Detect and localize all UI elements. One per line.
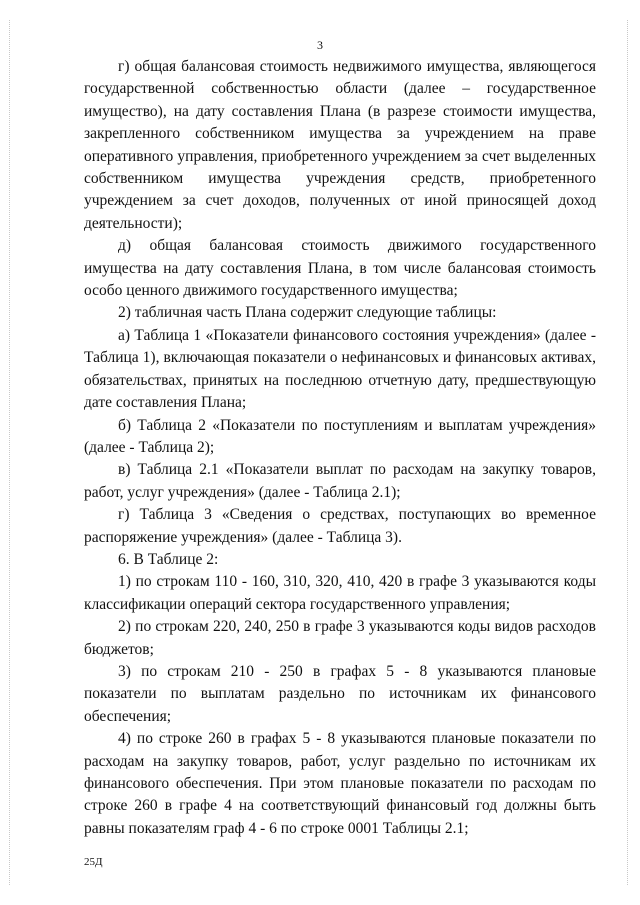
- scan-edge-left: [9, 20, 10, 885]
- document-body: [84, 56, 596, 840]
- paragraph-table-2: б) Таблица 2 «Показатели по поступлениям и выплатам учреждения» (далее - Таблица 2);: [84, 416, 596, 456]
- paragraph-item-g: г) общая балансовая стоимость недвижимого имущества, являющегося государственной собственностью области (далее – государственное имущество), на дату составления Плана (в разрезе стоимости имущества, закрепленного собственником имущества за учреждением на праве оперативного управления, приобретенного учреждением за счет выделенных собственником имущества учреждения средств, приобретенного учреждением за счет доходов, полученных от иной приносящей доход деятельности);: [84, 58, 596, 232]
- section-heading-6: 6. В Таблице 2:: [118, 550, 219, 568]
- paragraph-table-1: а) Таблица 1 «Показатели финансового состояния учреждения» (далее - Таблица 1), включающая показатели о нефинансовых и финансовых активах, обязательствах, принятых на последнюю отчетную дату, предшествующую дате составления Плана;: [84, 326, 596, 412]
- paragraph-tables-intro: 2) табличная часть Плана содержит следующие таблицы:: [118, 304, 497, 322]
- paragraph-rule-2: 2) по строкам 220, 240, 250 в графе 3 указываются коды видов расходов бюджетов;: [84, 618, 596, 658]
- paragraph-item-d: д) общая балансовая стоимость движимого государственного имущества на дату составления Плана, в том числе балансовая стоимость особо ценного движимого государственного имущества;: [84, 237, 596, 300]
- page-number: 3: [317, 38, 323, 52]
- footer-code: 25Д: [84, 856, 103, 868]
- paragraph-rule-1: 1) по строкам 110 - 160, 310, 320, 410, 420 в графе 3 указываются коды классификации операций сектора государственного управления;: [84, 573, 596, 613]
- paragraph-rule-4: 4) по строке 260 в графах 5 - 8 указываются плановые показатели по расходам на закупку товаров, работ, услуг раздельно по источникам их финансового обеспечения. При этом плановые показатели по расходам по строке 260 в графе 4 на соответствующий финансовый год должны быть равны показателям граф 4 - 6 по строке 0001 Таблицы 2.1;: [84, 730, 596, 837]
- paragraph-rule-3: 3) по строкам 210 - 250 в графах 5 - 8 указываются плановые показатели по выплатам раздельно по источникам их финансового обеспечения;: [84, 662, 596, 725]
- paragraph-table-3: г) Таблица 3 «Сведения о средствах, поступающих во временное распоряжение учреждения» (далее - Таблица 3).: [84, 506, 596, 546]
- scan-edge-right: [627, 20, 628, 885]
- paragraph-table-2-1: в) Таблица 2.1 «Показатели выплат по расходам на закупку товаров, работ, услуг учреждения» (далее - Таблица 2.1);: [84, 461, 596, 501]
